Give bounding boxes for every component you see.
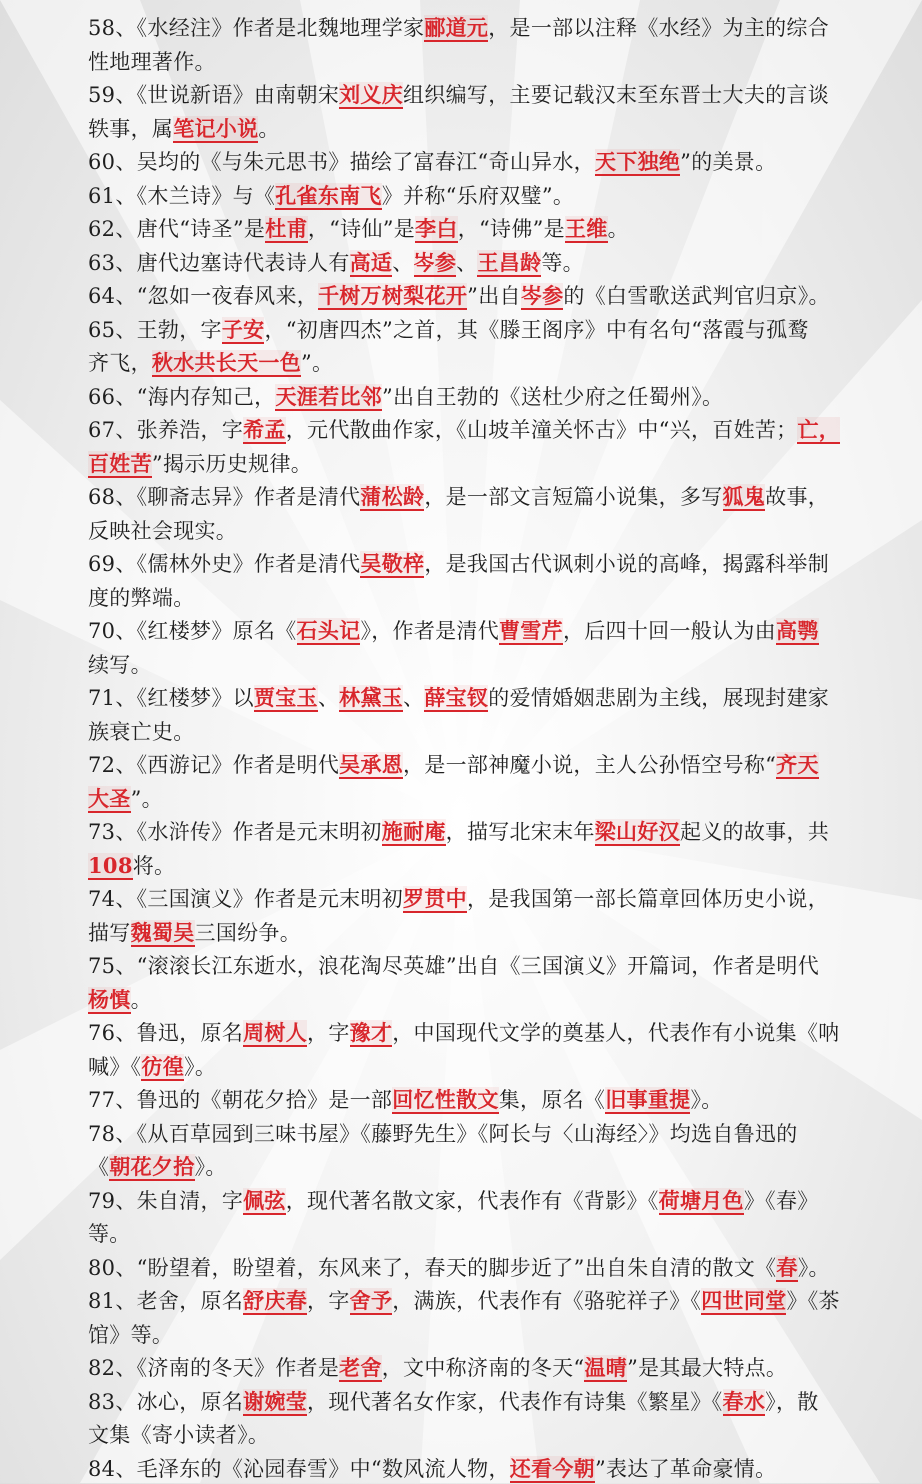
list-item-continuation [88,449,918,479]
highlighted-keyword: 大圣 [88,785,131,811]
list-item [88,315,918,345]
item-text: 59、《世说新语》由南朝宋 [88,83,340,107]
highlighted-keyword: 刘义庆 [339,82,404,107]
item-text: 73、《水浒传》作者是元末明初 [88,820,382,844]
highlighted-keyword: 齐天 [776,752,819,777]
list-item-continuation [88,516,918,546]
item-text: 。 [258,116,280,141]
item-text: 》，散 [765,1389,819,1414]
item-text: 78、《从百草园到三味书屋》《藤野先生》《阿长与〈山海经〉》均选自鲁迅的 [88,1121,798,1146]
item-text: ，字 [307,1289,350,1313]
item-text: ，“初唐四杰”之首，其《滕王阁序》中有名句“落霞与孤鹜 [264,317,809,342]
highlighted-keyword: 108 [88,852,133,878]
list-item [88,683,918,713]
item-text: 。 [130,987,152,1012]
list-item [88,884,918,914]
item-text: 组织编写，主要记载汉末至东晋士大夫的言谈 [403,83,830,107]
list-item [88,951,918,981]
highlighted-keyword: 荷塘月色 [658,1187,744,1213]
item-text: ，字 [307,1021,350,1045]
highlighted-keyword: 还看今朝 [509,1455,595,1481]
list-item-continuation [88,1219,918,1249]
list-item [88,1186,918,1216]
item-text: ，元代散曲作家，《山坡羊潼关怀古》中“兴，百姓苦； [285,418,798,442]
highlighted-keyword: 旧事重提 [605,1087,691,1112]
list-item [88,750,918,780]
list-item [88,248,918,278]
item-text: 66、“海内存知己， [88,384,276,409]
list-item [88,1119,918,1149]
item-text: 族衰亡史。 [88,719,195,744]
item-text: ，“诗佛”是 [457,217,565,241]
highlighted-keyword: 舍予 [349,1288,393,1313]
highlighted-keyword: 梁山好汉 [594,819,680,844]
list-item [88,1085,918,1115]
list-item-continuation [88,1320,918,1350]
item-text: 集，原名《 [498,1088,606,1112]
list-item [88,80,918,110]
item-text: 反映社会现实。 [88,518,238,543]
highlighted-keyword: 温晴 [584,1355,628,1380]
list-item [88,1253,918,1283]
list-item [88,214,918,244]
highlighted-keyword: 子安 [221,316,265,342]
item-text: ，现代著名女作家，代表作有诗集《繁星》《 [307,1389,723,1414]
highlighted-keyword: 石头记 [296,618,361,643]
item-text: ”的美景。 [680,150,777,174]
highlighted-keyword: 贾宝玉 [253,685,318,710]
highlighted-keyword: 岑参 [520,283,564,308]
item-text: 71、《红楼梦》以 [88,686,254,710]
highlighted-keyword: 魏蜀吴 [130,919,195,945]
item-text: ”表达了革命豪情。 [594,1456,777,1481]
item-text: 》，作者是清代 [360,619,500,643]
list-item-continuation [88,985,918,1015]
list-item-continuation [88,918,918,948]
highlighted-keyword: 希孟 [243,417,286,442]
item-text: 70、《红楼梦》原名《 [88,619,297,643]
highlighted-keyword: 千树万树梨花开 [318,283,468,308]
highlighted-keyword: 春水 [722,1388,766,1414]
list-item-continuation [88,348,918,378]
list-item [88,415,918,445]
item-text: ”。 [130,786,163,811]
highlighted-keyword: 天涯若比邻 [275,383,382,409]
item-text: 62、唐代“诗圣”是 [88,217,266,241]
highlighted-keyword: 杜甫 [265,216,308,241]
list-item-continuation [88,114,918,144]
highlighted-keyword: 佩弦 [243,1187,286,1213]
item-text: 69、《儒林外史》作者是清代 [88,552,361,576]
item-text: ，是我国第一部长篇章回体历史小说， [466,887,830,911]
highlighted-keyword: 朝花夕拾 [109,1154,195,1179]
list-item [88,1454,918,1484]
highlighted-keyword: 蒲松龄 [360,484,425,509]
item-text: ，中国现代文学的奠基人，代表作有小说集《呐 [392,1021,840,1045]
item-text: 》。 [184,1054,217,1079]
highlighted-keyword: 天下独绝 [594,149,681,174]
item-text: 起义的故事，共 [679,820,830,844]
item-text: 63、唐代边塞诗代表诗人有 [88,250,350,275]
list-item [88,382,918,412]
item-text: 文集《寄小读者》。 [88,1423,270,1447]
highlighted-keyword: 老舍 [339,1355,382,1380]
list-item-continuation [88,784,918,814]
item-text: 80、“盼望着，盼望着，东风来了，春天的脚步近了”出自朱自清的散文《 [88,1255,777,1280]
item-text: 将。 [132,853,176,878]
item-text: 、 [392,250,414,275]
highlighted-keyword: 周树人 [243,1020,308,1045]
highlighted-keyword: 薛宝钗 [424,685,489,710]
list-item [88,13,918,43]
item-text: 》。 [194,1155,227,1179]
list-item-continuation [88,851,918,881]
highlighted-keyword: 吴敬梓 [360,551,425,576]
highlighted-keyword: 豫才 [349,1020,393,1045]
list-item-continuation [88,717,918,747]
item-text: 、 [403,686,425,710]
item-text: 的《白雪歌送武判官归京》。 [563,284,830,308]
list-item [88,482,918,512]
highlighted-keyword: 四世同堂 [701,1288,787,1313]
item-text: ，是一部神魔小说，主人公孙悟空号称“ [403,753,777,777]
item-text: 83、冰心，原名 [88,1389,244,1414]
highlighted-keyword: 狐鬼 [722,484,766,509]
highlighted-keyword: 孔雀东南飞 [275,182,382,208]
highlighted-keyword: 岑参 [413,249,457,275]
list-item [88,147,918,177]
highlighted-keyword: 回忆性散文 [392,1087,499,1112]
list-item [88,1286,918,1316]
highlighted-keyword: 高鹗 [775,618,819,643]
item-text: 。 [607,217,629,241]
item-text: 》《春》 [743,1188,819,1213]
highlighted-keyword: 罗贯中 [403,886,467,911]
item-text: 等。 [541,250,584,275]
item-text: 61、《木兰诗》与《 [88,183,276,208]
highlighted-keyword: 王昌龄 [477,249,542,275]
item-text: ，“诗仙”是 [307,217,416,241]
item-text: ，文中称济南的冬天“ [381,1356,585,1380]
item-text: 《 [88,1155,110,1179]
item-text: 》《茶 [786,1289,840,1313]
item-text: 度的弊端。 [88,585,195,610]
highlighted-keyword: 王维 [564,216,608,241]
item-text: ，是一部以注释《水经》为主的综合 [488,16,830,40]
item-text: 68、《聊斋志异》作者是清代 [88,485,361,509]
list-item-continuation [88,650,918,680]
item-text: ，满族，代表作有《骆驼祥子》《 [392,1289,702,1313]
item-text: 74、《三国演义》作者是元末明初 [88,887,404,911]
item-text: 79、朱自清，字 [88,1188,244,1213]
highlighted-keyword: 亡， [797,417,841,442]
list-item-continuation [88,1152,918,1182]
highlighted-keyword: 曹雪芹 [499,618,563,643]
item-text: ，是一部文言短篇小说集，多写 [424,485,723,509]
item-text: ，后四十回一般认为由 [562,619,776,643]
item-text: 64、“忽如一夜春风来， [88,284,319,308]
list-item [88,549,918,579]
item-text: 82、《济南的冬天》作者是 [88,1356,340,1380]
highlighted-keyword: 高适 [349,249,393,275]
item-text: ，是我国古代讽刺小说的高峰，揭露科举制 [424,552,830,576]
item-text: ”揭示历史规律。 [151,451,313,476]
highlighted-keyword: 秋水共长天一色 [151,350,302,375]
list-item [88,1353,918,1383]
list-item-continuation [88,47,918,77]
item-text: 84、毛泽东的《沁园春雪》中“数风流人物， [88,1456,510,1481]
highlighted-keyword: 笔记小说 [173,115,259,141]
item-text: 81、老舍，原名 [88,1289,244,1313]
list-item-continuation [88,1420,918,1450]
list-item [88,1018,918,1048]
item-text: ，现代著名散文家，代表作有《背影》《 [285,1188,659,1213]
item-text: ”出自 [467,284,521,308]
list-item [88,181,918,211]
item-text: 76、鲁迅，原名 [88,1021,244,1045]
item-text: 75、“滚滚长江东逝水，浪花淘尽英雄”出自《三国演义》开篇词，作者是明代 [88,954,819,978]
item-text: 的爱情婚姻悲剧为主线，展现封建家 [488,686,830,710]
item-text: 65、王勃，字 [88,317,222,342]
highlighted-keyword: 谢婉莹 [243,1388,308,1414]
highlighted-keyword: 春 [776,1254,798,1280]
item-text: 轶事，属 [88,116,174,141]
highlighted-keyword: 彷徨 [141,1053,185,1079]
item-text: 故事， [765,485,830,509]
list-item [88,817,918,847]
item-text: 性地理著作。 [88,49,216,74]
item-text: 60、吴均的《与朱元思书》描绘了富春江“奇山异水， [88,150,595,174]
item-text: ”是其最大特点。 [627,1356,788,1380]
highlighted-keyword: 李白 [415,216,458,241]
item-text: 续写。 [88,652,152,677]
item-text: 》并称“乐府双璧”。 [381,183,575,208]
item-text: 描写 [88,920,131,945]
item-text: 馆》等。 [88,1322,174,1347]
list-item [88,616,918,646]
highlighted-keyword: 杨慎 [88,986,131,1012]
list-item [88,1387,918,1417]
highlighted-keyword: 林黛玉 [339,685,404,710]
item-text: 58、《水经注》作者是北魏地理学家 [88,16,425,40]
item-text: 》。 [797,1255,830,1280]
item-text: 三国纷争。 [194,920,302,945]
highlighted-keyword: 施耐庵 [381,819,446,844]
item-text: 67、张养浩，字 [88,418,244,442]
list-item-continuation [88,1052,918,1082]
item-text: 喊》《 [88,1054,142,1079]
item-text: 齐飞， [88,351,152,375]
highlighted-keyword: 郦道元 [424,15,489,40]
item-text: 》。 [690,1088,723,1112]
list-item [88,281,918,311]
item-text: ”。 [301,351,334,375]
item-text: 77、鲁迅的《朝花夕拾》是一部 [88,1088,393,1112]
item-text: 、 [456,250,478,275]
highlighted-keyword: 吴承恩 [339,752,404,777]
list-item-continuation [88,583,918,613]
item-text: 72、《西游记》作者是明代 [88,753,340,777]
highlighted-keyword: 舒庆春 [243,1288,308,1313]
item-text: ”出自王勃的《送杜少府之任蜀州》。 [381,384,724,409]
item-text: ，描写北宋末年 [445,820,595,844]
item-text: 、 [317,686,340,710]
highlighted-keyword: 百姓苦 [88,450,152,476]
item-text: 等。 [88,1222,131,1246]
